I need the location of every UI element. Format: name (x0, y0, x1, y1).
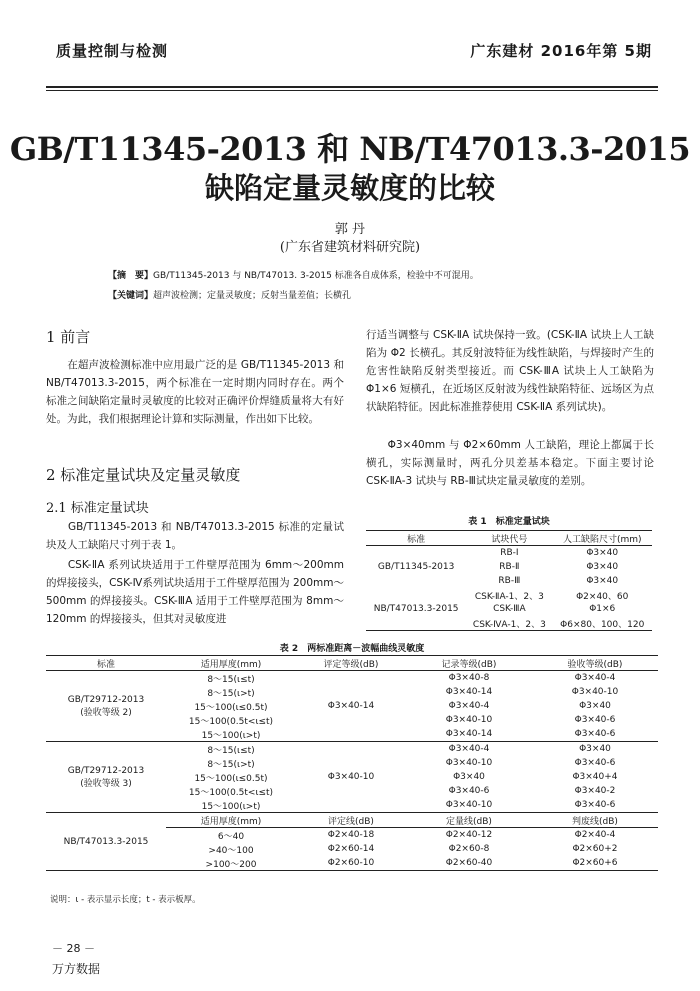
table2-standard: NB/T47013.3-2015 (46, 813, 166, 871)
table2-cell: Φ3×40-14 (445, 687, 493, 697)
page-number: － 28 － (52, 942, 95, 955)
table-row (46, 813, 658, 828)
table1-cell: CSK-ⅡA-1、2、3 (474, 591, 544, 602)
table2-cell: Φ3×40 (579, 744, 611, 754)
table2-cell: 8～15(ι≤t) (207, 674, 255, 685)
table2-cell: Φ2×60-14 (327, 844, 375, 854)
table2-cell: 8～15(ι>t) (207, 759, 255, 770)
table2-cell: Φ3×40-10 (445, 758, 493, 768)
table-row (366, 588, 652, 602)
table2-cell: Φ2×40-18 (327, 830, 375, 840)
journal-section: 质量控制与检测 (56, 42, 169, 60)
table2-cell: Φ2×60+2 (572, 844, 618, 854)
abstract-text: GB/T11345-2013 与 NB/T47013. 3-2015 标准各自成体系，检验中不可混用。 (153, 271, 479, 281)
paper-title-line1: GB/T11345-2013 和 NB/T47013.3-2015 (9, 130, 691, 168)
table2-cell: Φ2×40-4 (574, 830, 616, 840)
table2-cell: 15～100(ι≤0.5t) (194, 702, 268, 713)
table1-cell: RB-Ⅱ (499, 562, 520, 572)
table1-cell: Φ6×80、100、120 (560, 619, 645, 630)
table1-cell: Φ3×40 (586, 562, 619, 572)
table1-cell: Φ3×40 (586, 576, 619, 586)
table2-header: 标准 (96, 659, 115, 670)
table2-cell: >40～100 (208, 845, 254, 856)
table2-cell: Φ2×40-12 (445, 830, 493, 840)
table2-cell: Φ3×40-2 (574, 786, 616, 796)
table2-cell: Φ3×40+4 (572, 772, 618, 782)
table-row (366, 546, 652, 561)
section-2-1-para2: CSK-ⅡA 系列试块适用于工件壁厚范围为 6mm～200mm 的焊接接头，CSK-Ⅳ系列试块适用于工件壁厚范围为 200mm～500mm 的焊接接头。CSK-ⅢA 适用于工件壁厚范围为 8mm～120mm 的焊接接头，但其对灵敏度进 (46, 559, 344, 625)
table2-cell: Φ3×40-6 (574, 715, 616, 725)
table2-cell: Φ3×40-10 (445, 715, 493, 725)
table1-header: 标准 (407, 534, 426, 545)
table1-cell: RB-Ⅰ (500, 548, 519, 558)
keywords-label: 【关键词】 (108, 291, 154, 301)
table2-cell: Φ3×40-6 (574, 729, 616, 739)
table1 (366, 530, 652, 631)
section-2-1-para1: GB/T11345-2013 和 NB/T47013.3-2015 标准的定量试块及人工缺陷尺寸列于表 1。 (46, 521, 344, 551)
abstract-label: 【摘 要】 (108, 271, 154, 281)
table2-cell: Φ3×40-4 (448, 701, 490, 711)
section-2-1-heading: 2.1 标准定量试块 (46, 501, 149, 516)
table2-cell: Φ3×40-6 (574, 800, 616, 810)
table2-header: 适用厚度(mm) (200, 659, 262, 670)
right-col-para2: Φ3×40mm 与 Φ2×60mm 人工缺陷，理论上都属于长横孔，实际测量时，两孔分贝差基本稳定。下面主要讨论 CSK-ⅡA-3 试块与 RB-Ⅲ试块定量灵敏度的差别。 (366, 439, 654, 487)
table2-cell: Φ3×40-4 (574, 673, 616, 683)
table2-cell: Φ2×60-8 (448, 844, 490, 854)
section-1-para: 在超声波检测标准中应用最广泛的是 GB/T11345-2013 和 NB/T47013.3-2015，两个标准在一定时期内同时存在。两个标准之间缺陷定量时灵敏度的比较对正确评价焊缝质量将大有好处。为此，我们根据理论计算和实际测量，作出如下比较。 (46, 359, 344, 425)
table2-header: 验收等级(dB) (567, 659, 623, 670)
table2-subheader: 评定线(dB) (328, 816, 374, 827)
table1-cell: RB-Ⅲ (498, 576, 521, 586)
table2-cell: Φ3×40-4 (448, 744, 490, 754)
table2-subheader: 定量线(dB) (446, 816, 492, 827)
table2 (46, 655, 658, 871)
header-rule-thin (46, 90, 658, 91)
table2-cell: 8～15(ι>t) (207, 688, 255, 699)
table2-cell: Φ3×40-6 (574, 758, 616, 768)
author: 郭 丹 (334, 222, 366, 237)
table2-header: 记录等级(dB) (441, 659, 497, 670)
table2-note: 说明：ι - 表示显示长度；t - 表示板厚。 (50, 895, 201, 905)
table1-cell: Φ2×40、60 (576, 591, 629, 602)
keywords (108, 288, 351, 301)
table2-standard-line2: (验收等级 2) (80, 707, 132, 718)
table2-standard-line1: GB/T29712-2013 (67, 765, 145, 776)
table2-cell: Φ2×60-40 (445, 858, 493, 868)
header-rule (46, 86, 658, 88)
table2-cell: 15～100(ι≤0.5t) (194, 773, 268, 784)
right-col-para1: 行适当调整与 CSK-ⅡA 试块保持一致。(CSK-ⅡA 试块上人工缺陷为 Φ2 长横孔。其反射波特征为线性缺陷，与焊接时产生的危害性缺陷反射类型接近。而 CSK-ⅢA 试块上人工缺陷为 Φ1×6 短横孔，在近场区反射波为线性缺陷特征、远场区为点状缺陷特征。因此标准推荐使用 CSK-ⅡA 系列试块)。 (366, 329, 654, 413)
table2-eval: Φ3×40-14 (296, 671, 406, 742)
source-watermark: 万方数据 (52, 962, 101, 976)
table2-cell: Φ3×40-14 (445, 729, 493, 739)
table2-subheader: 判废线(dB) (572, 816, 618, 827)
table1-cell: Φ3×40 (586, 548, 619, 558)
table1-caption: 表 1 标准定量试块 (468, 517, 550, 527)
table1-header: 试块代号 (491, 534, 528, 545)
table1-cell: CSK-ⅣA-1、2、3 (472, 619, 546, 630)
table2-header: 评定等级(dB) (323, 659, 379, 670)
table-row (46, 742, 658, 757)
table2-caption: 表 2 两标准距离－波幅曲线灵敏度 (279, 644, 425, 654)
table2-cell: Φ3×40-6 (448, 786, 490, 796)
abstract (108, 268, 479, 281)
table1-cell: CSK-ⅢA (493, 604, 526, 614)
table1-standard: NB/T47013.3-2015 (366, 588, 466, 631)
table1-cell: Φ1×6 (589, 604, 616, 614)
table2-subheader: 适用厚度(mm) (200, 816, 262, 827)
table2-eval: Φ3×40-10 (296, 742, 406, 813)
table2-cell: 15～100(ι>t) (201, 801, 261, 812)
paper-title-line2: 缺陷定量灵敏度的比较 (204, 171, 495, 205)
table2-standard-line2: (验收等级 3) (80, 778, 132, 789)
table2-standard (46, 742, 166, 813)
table2-cell: Φ3×40-10 (571, 687, 619, 697)
section-2-heading: 2 标准定量试块及定量灵敏度 (46, 466, 241, 484)
table2-cell: 15～100(0.5t<ι≤t) (188, 787, 274, 798)
table-row (46, 671, 658, 686)
keywords-text: 超声波检测；定量灵敏度；反射当量差值；长横孔 (153, 291, 352, 301)
table2-cell: Φ3×40-10 (445, 800, 493, 810)
institution: (广东省建筑材料研究院) (279, 240, 421, 255)
table2-cell: 8～15(ι≤t) (207, 745, 255, 756)
table2-cell: Φ2×60-10 (327, 858, 375, 868)
table2-standard-line1: GB/T29712-2013 (67, 694, 145, 705)
table2-cell: Φ3×40 (453, 772, 485, 782)
table2-cell: 6～40 (217, 831, 245, 842)
table1-header: 人工缺陷尺寸(mm) (562, 534, 642, 545)
table2-cell: Φ3×40-8 (448, 673, 490, 683)
table2-standard (46, 671, 166, 742)
table2-cell: Φ3×40 (579, 701, 611, 711)
table1-standard: GB/T11345-2013 (377, 562, 455, 572)
table2-cell: >100～200 (205, 859, 257, 870)
table2-cell: Φ2×60+6 (572, 858, 618, 868)
journal-issue: 广东建材 2016年第 5期 (470, 42, 652, 60)
section-1-heading: 1 前言 (46, 328, 91, 346)
table2-cell: 15～100(0.5t<ι≤t) (188, 716, 274, 727)
table2-cell: 15～100(ι>t) (201, 730, 261, 741)
